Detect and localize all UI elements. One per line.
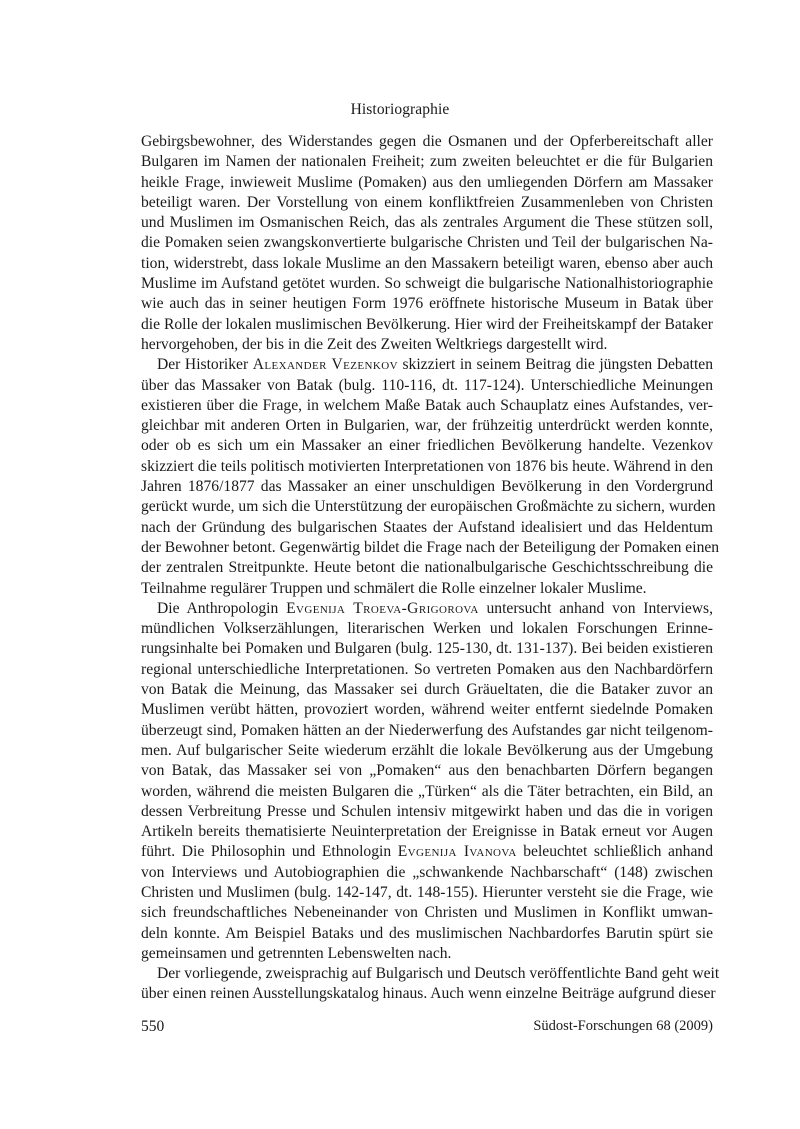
text-segment: der zentralen Streitpunkte. Heute betont die nationalbulgarische Geschichtsschreibung die (141, 559, 713, 577)
text-segment: der Bewohner betont. Gegenwärtig bildet die Frage nach der Beteiligung der Pomaken einen (141, 538, 720, 556)
text-segment: oder ob es sich um ein Massaker an einer friedlichen Bevölkerung handelte. Vezenkov (141, 437, 713, 455)
text-segment: Muslime im Aufstand getötet wurden. So schweigt die bulgarische Nationalhistoriographie (141, 275, 713, 293)
text-segment: Christen und Muslimen (bulg. 142-147, dt. 148-155). Hierunter versteht sie die Frage, wie (141, 883, 713, 901)
text-segment: Die Anthropologin (157, 599, 287, 617)
text-line (141, 497, 716, 517)
text-segment: men. Auf bulgarischer Seite wiederum erzählt die lokale Bevölkerung aus der Umgebung (141, 741, 713, 759)
text-segment: die Rolle der lokalen muslimischen Bevölkerung. Hier wird der Freiheitskampf der Bataker (141, 315, 713, 333)
text-line (141, 436, 713, 456)
text-line (141, 619, 713, 639)
text-line (141, 883, 713, 903)
text-segment: gleichbar mit anderen Orten in Bulgarien, war, der frühzeitig unterdrückt werden konnte, (141, 417, 713, 435)
text-line (141, 376, 713, 396)
text-line (141, 680, 713, 700)
text-segment: Der vorliegende, zweisprachig auf Bulgarisch und Deutsch veröffentlichte Band geht weit (157, 965, 720, 983)
text-segment: Teilnahme regulärer Truppen und schmälert die Rolle einzelner lokaler Muslime. (141, 579, 647, 597)
text-segment: skizziert die teils politisch motivierten Interpretationen von 1876 bis heute. Während in den (141, 457, 713, 475)
text-line (141, 294, 713, 314)
text-line (141, 944, 713, 964)
text-line (141, 355, 713, 375)
text-segment: die Pomaken seien zwangskonvertierte bulgarische Christen und Teil der bulgarischen Na- (141, 234, 713, 252)
text-segment: beleuchtet schließlich anhand (516, 843, 713, 861)
text-line (141, 315, 713, 335)
text-line (141, 233, 713, 253)
text-segment: von Batak, das Massaker sei von „Pomaken“ aus den benachbarten Dörfern begangen (141, 762, 713, 780)
text-segment: Artikeln bereits thematisierte Neuinterpretation der Ereignisse in Batak erneut vor Augen (141, 823, 713, 841)
text-line (141, 721, 713, 741)
text-line (141, 903, 713, 923)
text-line (141, 964, 720, 984)
text-line (141, 538, 720, 558)
text-line (141, 558, 713, 578)
text-line (141, 924, 713, 944)
text-line (141, 761, 713, 781)
text-line (141, 639, 713, 659)
text-segment: heikle Frage, inwieweit Muslime (Pomaken) aus den umliegenden Dörfern am Massaker (141, 173, 713, 191)
text-line (141, 822, 713, 842)
text-line (141, 335, 713, 355)
text-line (141, 660, 713, 680)
text-line (141, 741, 713, 761)
text-line (141, 700, 713, 720)
text-segment: mündlichen Volkserzählungen, literarischen Werken und lokalen Forschungen Erinne- (141, 620, 713, 638)
text-line (141, 842, 713, 862)
text-segment: Muslimen verübt hätten, provoziert worden, während weiter entfernt siedelnde Pomaken (141, 701, 713, 719)
text-segment: und Muslimen im Osmanischen Reich, das als zentrales Argument die These stützen soll, (141, 214, 713, 232)
text-line (141, 802, 713, 822)
text-line (141, 477, 713, 497)
text-line (141, 274, 713, 294)
text-line (141, 416, 713, 436)
text-segment: skizziert in seinem Beitrag die jüngsten Debatten (397, 356, 713, 374)
text-segment: beteiligt waren. Der Vorstellung von einem konfliktfreien Zusammenleben von Christen (141, 193, 713, 211)
text-segment: Der Historiker (157, 356, 253, 374)
author-name: Evgenija Troeva-Grigorova (286, 599, 479, 617)
author-name: Evgenija Ivanova (397, 843, 517, 861)
text-line (141, 457, 713, 477)
text-segment: dessen Verbreitung Presse und Schulen intensiv mitgewirkt haben und das die in vorigen (141, 802, 713, 820)
text-segment: Jahren 1876/1877 das Massaker an einer unschuldigen Bevölkerung in den Vordergrund (141, 478, 713, 496)
text-segment: über das Massaker von Batak (bulg. 110-116, dt. 117-124). Unterschiedliche Meinungen (141, 376, 713, 394)
text-line (141, 213, 713, 233)
text-line (141, 152, 713, 172)
text-line (141, 579, 713, 599)
text-line (141, 518, 713, 538)
body-text (141, 132, 720, 1005)
text-segment: hervorgehoben, der bis in die Zeit des Zweiten Weltkriegs dargestellt wird. (141, 335, 608, 353)
text-segment: untersucht anhand von Interviews, (478, 599, 714, 617)
text-segment: überzeugt sind, Pomaken hätten an der Niederwerfung des Aufstandes gar nicht teilgenom- (141, 721, 713, 739)
journal-citation: Südost-Forschungen 68 (2009) (533, 1018, 713, 1034)
text-line (141, 863, 713, 883)
text-segment: regional unterschiedliche Interpretationen. So vertreten Pomaken aus den Nachbardörfern (141, 660, 713, 678)
text-segment: Gebirgsbewohner, des Widerstandes gegen die Osmanen und der Opferbereitschaft aller (141, 133, 713, 150)
text-segment: deln konnte. Am Beispiel Bataks und des muslimischen Nachbardorfes Barutin spürt sie (141, 924, 713, 942)
text-segment: wie auch das in seiner heutigen Form 1976 eröffnete historische Museum in Batak über (141, 295, 713, 313)
text-segment: führt. Die Philosophin und Ethnologin (141, 843, 398, 861)
text-line (141, 396, 713, 416)
text-segment: gerückt wurde, um sich die Unterstützung der europäischen Großmächte zu sichern, wurden (141, 498, 716, 516)
text-segment: gemeinsamen und getrennten Lebenswelten nach. (141, 944, 452, 962)
text-segment: Bulgaren im Namen der nationalen Freiheit; zum zweiten beleuchtet er die für Bulgarien (141, 153, 713, 171)
text-line (141, 599, 713, 619)
text-line (141, 984, 716, 1004)
text-segment: sich freundschaftliches Nebeneinander von Christen und Muslimen in Konflikt umwan- (141, 904, 713, 922)
text-segment: von Batak die Meinung, das Massaker sei durch Gräueltaten, die die Bataker zuvor an (141, 681, 713, 699)
running-head: Historiographie (350, 101, 450, 118)
text-line (141, 254, 713, 274)
text-segment: worden, während die meisten Bulgaren die „Türken“ als die Täter betrachten, ein Bild, an (141, 782, 713, 800)
text-line (141, 782, 713, 802)
text-line (141, 193, 713, 213)
text-segment: existieren über die Frage, in welchem Maße Batak auch Schauplatz eines Aufstandes, ver- (141, 396, 713, 414)
text-segment: von Interviews und Autobiographien die „schwankende Nachbarschaft“ (148) zwischen (141, 863, 713, 881)
author-name: Alexander Vezenkov (252, 356, 398, 374)
text-segment: rungsinhalte bei Pomaken und Bulgaren (bulg. 125-130, dt. 131-137). Bei beiden existieren (141, 640, 713, 658)
text-line (141, 173, 713, 193)
text-segment: tion, widerstrebt, dass lokale Muslime an den Massakern beteiligt waren, ebenso aber auch (141, 254, 713, 272)
text-segment: über einen reinen Ausstellungskatalog hinaus. Auch wenn einzelne Beiträge aufgrund dieser (141, 985, 716, 1003)
text-line (141, 132, 713, 152)
page-number: 550 (141, 1018, 165, 1035)
text-segment: nach der Gründung des bulgarischen Staates der Aufstand idealisiert und das Heldentum (141, 518, 713, 536)
